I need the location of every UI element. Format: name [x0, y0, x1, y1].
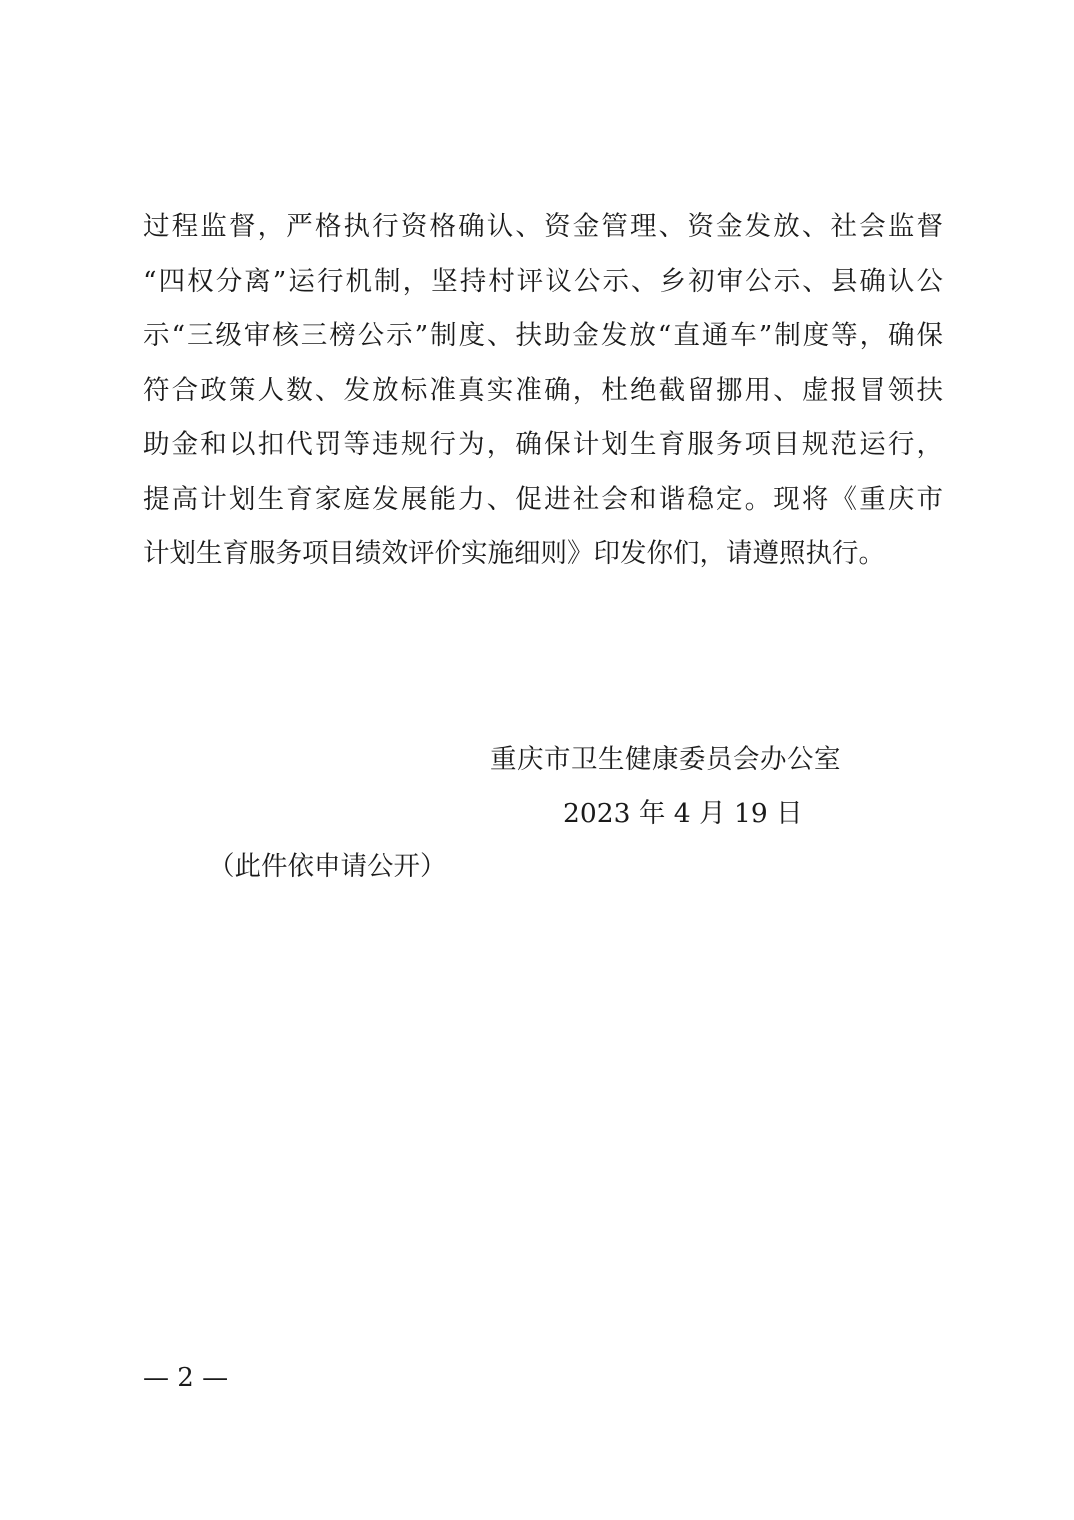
paragraph-line: 过程监督，严格执行资格确认、资金管理、资金发放、社会监督	[143, 211, 943, 242]
signature-organization: 重庆市卫生健康委员会办公室	[490, 744, 841, 775]
paragraph-line: 计划生育服务项目绩效评价实施细则》印发你们，请遵照执行。	[143, 538, 885, 569]
page-number: — 2 —	[143, 1363, 229, 1393]
paragraph-line: 示“三级审核三榜公示”制度、扶助金发放“直通车”制度等，确保	[143, 320, 943, 351]
paragraph-line: “四权分离”运行机制，坚持村评议公示、乡初审公示、县确认公	[143, 265, 943, 297]
paragraph-line: 提高计划生育家庭发展能力、促进社会和谐稳定。现将《重庆市	[143, 483, 943, 515]
paragraph-line: 助金和以扣代罚等违规行为，确保计划生育服务项目规范运行，	[143, 429, 943, 460]
body-paragraph	[143, 200, 943, 582]
paragraph-line: 符合政策人数、发放标准真实准确，杜绝截留挪用、虚报冒领扶	[143, 374, 943, 406]
signature-date: 2023 年 4 月 19 日	[563, 798, 803, 829]
disclosure-note: （此件依申请公开）	[208, 851, 447, 882]
